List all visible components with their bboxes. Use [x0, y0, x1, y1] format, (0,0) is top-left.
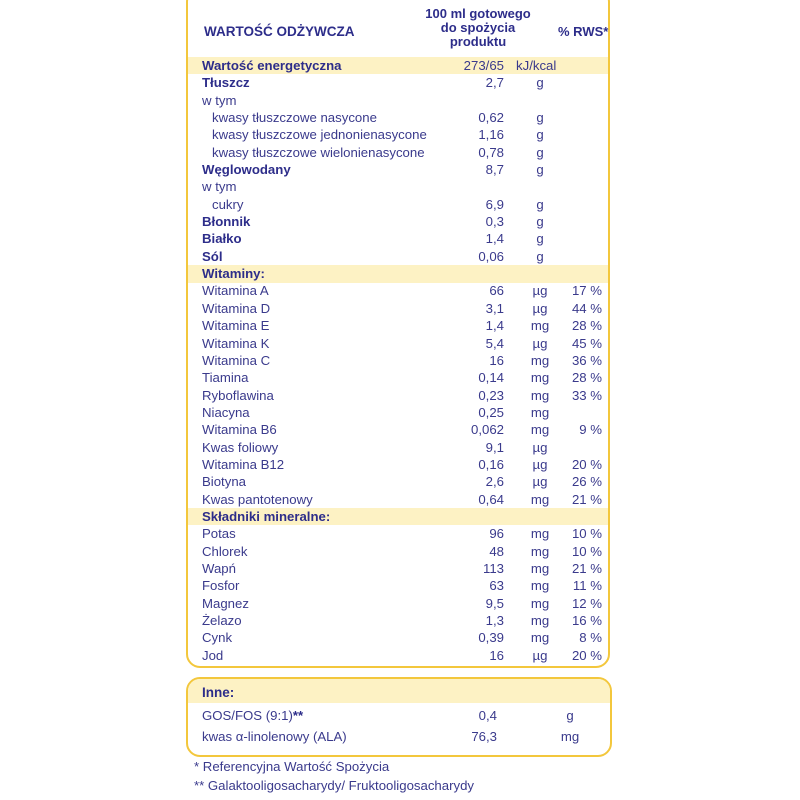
- row-label: Witaminy:: [202, 266, 265, 282]
- row-value: 6,9: [485, 196, 504, 212]
- row-rws: 28 %: [571, 370, 602, 386]
- row-unit: mg: [530, 543, 550, 559]
- row-value: 76,3: [471, 729, 497, 744]
- row-unit: µg: [532, 300, 548, 316]
- row-rws: 33 %: [571, 387, 602, 403]
- row-unit: mg: [530, 560, 550, 576]
- table-row: [188, 508, 608, 525]
- section-band: [188, 679, 610, 703]
- row-rws: 12 %: [571, 595, 602, 611]
- row-value: 0,23: [478, 387, 504, 403]
- row-unit: g: [536, 110, 544, 126]
- row-value: 0,3: [485, 214, 504, 230]
- row-label: kwasy tłuszczowe nasycone: [212, 110, 377, 126]
- row-value: 0,06: [478, 248, 504, 264]
- row-unit: g: [536, 231, 544, 247]
- table-row: [188, 74, 608, 91]
- row-label: Tiamina: [202, 370, 249, 386]
- row-rws: 28 %: [571, 318, 602, 334]
- row-unit: mg: [530, 595, 550, 611]
- row-label: w tym: [202, 179, 237, 195]
- footnote-rws: * Referencyjna Wartość Spożycia: [194, 759, 390, 774]
- row-label: Cynk: [202, 630, 233, 646]
- row-label: Magnez: [202, 595, 249, 611]
- row-unit: mg: [530, 318, 550, 334]
- row-rws: 10 %: [571, 526, 602, 542]
- row-unit: kJ/kcal: [516, 58, 557, 73]
- table-row: [188, 404, 608, 421]
- table-row: [188, 196, 608, 213]
- row-unit: µg: [532, 647, 548, 663]
- row-label: Biotyna: [202, 474, 246, 490]
- row-unit: µg: [532, 283, 548, 299]
- table-row: [188, 161, 608, 178]
- row-label: Potas: [202, 526, 236, 542]
- row-value: 2,7: [485, 75, 504, 91]
- column-header-per-100ml: [412, 7, 544, 49]
- row-value: 66: [489, 283, 504, 299]
- row-unit: mg: [530, 370, 550, 386]
- row-unit: g: [566, 708, 574, 723]
- row-value: 96: [489, 526, 504, 542]
- row-unit: mg: [530, 422, 550, 438]
- table-row: [188, 352, 608, 369]
- row-label: Witamina K: [202, 335, 270, 351]
- row-label: Witamina B6: [202, 422, 277, 438]
- row-label: Sól: [202, 248, 223, 264]
- row-rws: 21 %: [571, 491, 602, 507]
- row-unit: mg: [530, 613, 550, 628]
- table-row: [188, 178, 608, 195]
- row-value: 2,6: [485, 474, 504, 490]
- row-value: 16: [489, 647, 504, 663]
- table-row: [188, 456, 608, 473]
- table-row: [188, 612, 608, 629]
- table-row: [188, 109, 608, 126]
- row-value: 8,7: [485, 162, 504, 178]
- other-ingredients-box: [186, 677, 612, 757]
- table-row: [188, 387, 608, 404]
- table-row: [188, 439, 608, 456]
- row-unit: µg: [532, 456, 548, 472]
- row-label: w tym: [202, 92, 237, 108]
- row-label: Fosfor: [202, 578, 240, 594]
- other-section-title: Inne:: [202, 685, 235, 700]
- table-row: [188, 213, 608, 230]
- row-value: 0,14: [478, 370, 504, 386]
- row-unit: g: [536, 127, 544, 143]
- table-row: [188, 525, 608, 542]
- row-label: Jod: [202, 647, 224, 663]
- table-row: [188, 248, 608, 265]
- table-row: [188, 491, 608, 508]
- table-row: [188, 92, 608, 109]
- row-rws: 16 %: [571, 613, 602, 628]
- row-label: cukry: [212, 196, 244, 212]
- row-label: Chlorek: [202, 543, 248, 559]
- column-header-line: do spożycia: [440, 20, 516, 35]
- row-label: kwasy tłuszczowe wielonienasycone: [212, 144, 425, 160]
- row-label: Tłuszcz: [202, 75, 250, 91]
- row-value: 0,062: [470, 422, 504, 438]
- row-value: 1,4: [485, 231, 504, 247]
- footnote-gos-fos: ** Galaktooligosacharydy/ Fruktooligosacharydy: [194, 778, 475, 793]
- nutrition-rows: [188, 57, 608, 664]
- table-row: [188, 560, 608, 577]
- row-label: Błonnik: [202, 214, 251, 230]
- row-label: Wartość energetyczna: [202, 58, 342, 73]
- row-label: Składniki mineralne:: [202, 508, 331, 524]
- row-value: 48: [489, 543, 504, 559]
- row-label: Wapń: [202, 560, 236, 576]
- row-value: 0,64: [478, 491, 504, 507]
- row-value: 0,78: [478, 144, 504, 160]
- table-row: [188, 577, 608, 594]
- table-row: [188, 57, 608, 74]
- row-label: Białko: [202, 231, 242, 247]
- row-value: 0,16: [478, 456, 504, 472]
- row-value: 1,16: [478, 127, 504, 143]
- table-row: [188, 126, 608, 143]
- table-row: [188, 265, 608, 282]
- row-rws: 21 %: [571, 560, 602, 576]
- row-label: kwas α-linolenowy (ALA): [202, 729, 347, 744]
- row-unit: mg: [530, 578, 550, 594]
- row-value: 1,4: [485, 318, 504, 334]
- row-value: 63: [489, 578, 504, 594]
- row-unit: g: [536, 162, 544, 178]
- row-rws: 8 %: [579, 630, 602, 646]
- row-label: Węglowodany: [202, 162, 291, 178]
- row-value: 1,3: [485, 613, 504, 628]
- row-value: 0,39: [478, 630, 504, 646]
- row-unit: g: [536, 75, 544, 91]
- table-row: [188, 421, 608, 438]
- row-unit: µg: [532, 335, 548, 351]
- row-value: 9,1: [485, 439, 504, 455]
- column-header-rws: % RWS*: [558, 24, 609, 39]
- row-label: Żelazo: [202, 613, 242, 628]
- row-label: Witamina E: [202, 318, 270, 334]
- row-label: GOS/FOS (9:1)**: [202, 708, 304, 723]
- column-header-line: produktu: [449, 34, 507, 49]
- table-row: [188, 727, 610, 747]
- row-label: Kwas pantotenowy: [202, 491, 313, 507]
- row-label: Witamina A: [202, 283, 269, 299]
- row-unit: g: [536, 196, 544, 212]
- row-rws: 20 %: [571, 647, 602, 663]
- row-unit: mg: [530, 630, 550, 646]
- column-header-line: 100 ml gotowego: [425, 6, 531, 21]
- row-label: Ryboflawina: [202, 387, 274, 403]
- table-row: [188, 595, 608, 612]
- table-title: WARTOŚĆ ODŻYWCZA: [204, 24, 355, 39]
- row-label: Witamina C: [202, 352, 271, 368]
- row-value: 5,4: [485, 335, 504, 351]
- row-rws: 9 %: [579, 422, 602, 438]
- row-label: Witamina D: [202, 300, 271, 316]
- row-unit: g: [536, 144, 544, 160]
- row-unit: g: [536, 214, 544, 230]
- row-value: 9,5: [485, 595, 504, 611]
- table-row: [188, 230, 608, 247]
- row-label: Niacyna: [202, 404, 250, 420]
- row-unit: mg: [560, 729, 580, 744]
- row-unit: g: [536, 248, 544, 264]
- row-unit: µg: [532, 474, 548, 490]
- table-row: [188, 706, 610, 726]
- row-rws: 20 %: [571, 456, 602, 472]
- row-unit: mg: [530, 352, 550, 368]
- row-unit: mg: [530, 491, 550, 507]
- row-rws: 44 %: [571, 300, 602, 316]
- row-rws: 10 %: [571, 543, 602, 559]
- row-unit: mg: [530, 387, 550, 403]
- row-label: Kwas foliowy: [202, 439, 279, 455]
- table-row: [188, 543, 608, 560]
- row-value: 0,4: [478, 708, 497, 723]
- row-label: Witamina B12: [202, 456, 285, 472]
- table-row: [188, 473, 608, 490]
- table-row: [188, 144, 608, 161]
- row-value: 0,25: [478, 404, 504, 420]
- table-row: [188, 335, 608, 352]
- table-row: [188, 647, 608, 664]
- row-value: 0,62: [478, 110, 504, 126]
- table-row: [188, 317, 608, 334]
- row-value: 113: [482, 560, 504, 576]
- row-value: 16: [489, 352, 504, 368]
- row-rws: 17 %: [571, 283, 602, 299]
- row-unit: mg: [530, 526, 550, 542]
- row-rws: 11 %: [572, 578, 602, 594]
- row-rws: 36 %: [571, 352, 602, 368]
- row-rws: 45 %: [571, 335, 602, 351]
- table-row: [188, 282, 608, 299]
- table-row: [188, 300, 608, 317]
- row-value: 3,1: [485, 300, 504, 316]
- table-row: [188, 629, 608, 646]
- row-unit: mg: [530, 404, 550, 420]
- row-value: 273/65: [463, 58, 504, 73]
- row-unit: µg: [532, 439, 548, 455]
- table-row: [188, 369, 608, 386]
- row-label: kwasy tłuszczowe jednonienasycone: [212, 127, 427, 143]
- row-rws: 26 %: [571, 474, 602, 490]
